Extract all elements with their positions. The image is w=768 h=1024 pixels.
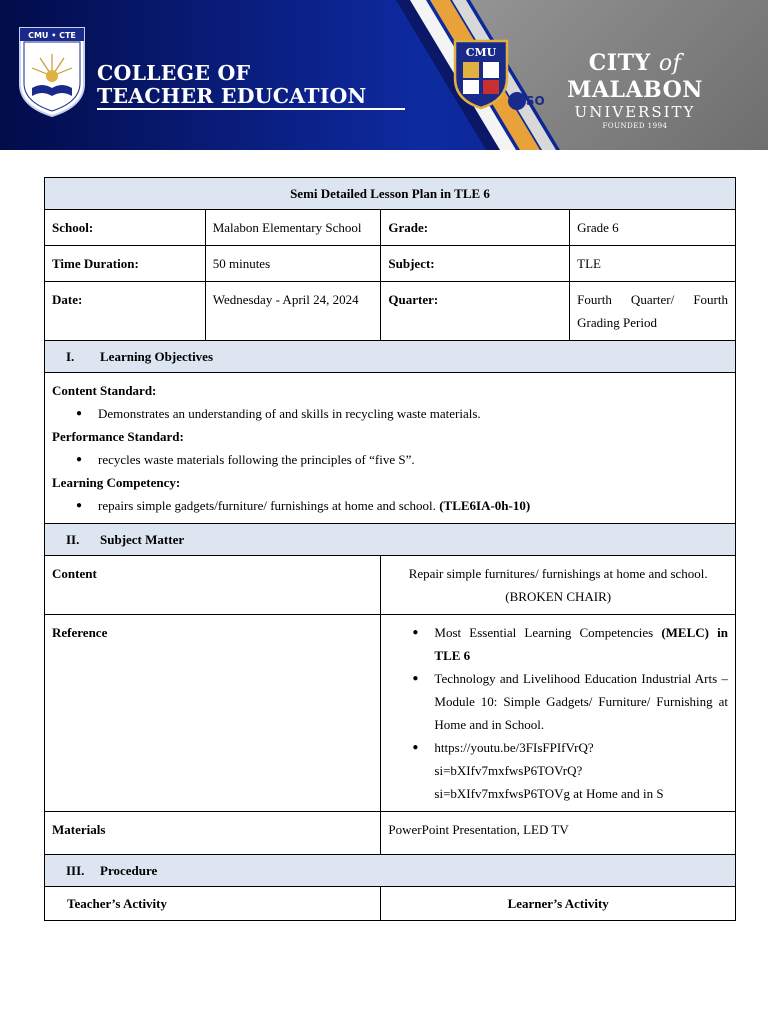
objectives-row — [45, 373, 736, 524]
info-label: Quarter: — [381, 282, 570, 341]
activity-header-row — [45, 887, 736, 921]
info-value: TLE — [570, 246, 736, 282]
lesson-plan-table — [44, 177, 736, 921]
reference-text: Most Essential Learning Competencies — [434, 625, 662, 640]
cmu-seal-logo — [452, 38, 510, 110]
reference-list — [381, 615, 736, 812]
reference-link[interactable] — [434, 740, 663, 801]
section-number: I. — [66, 349, 75, 364]
section-header-objectives — [45, 341, 736, 373]
link-line: si=bXIfv7mxfwsP6TOVg at Home and in S — [434, 786, 664, 801]
svg-text:CMU • CTE: CMU • CTE — [28, 31, 76, 40]
content-value-line: Repair simple furnitures/ furnishings at home and school. — [408, 566, 708, 581]
college-name — [97, 62, 367, 108]
cte-shield-logo — [18, 26, 86, 118]
info-value: Fourth Quarter/ Fourth Grading Period — [570, 282, 736, 341]
svg-text:ISO: ISO — [521, 94, 545, 108]
performance-standard-label: Performance Standard: — [52, 429, 184, 444]
univ-malabon: MALABON — [567, 77, 703, 103]
section-title: Subject Matter — [100, 532, 185, 547]
college-line-1: COLLEGE OF — [97, 61, 251, 85]
univ-of: of — [658, 51, 682, 76]
section-number: II. — [66, 532, 80, 547]
content-value-line: (BROKEN CHAIR) — [505, 589, 612, 604]
learner-activity-header: Learner’s Activity — [381, 887, 736, 921]
learning-competency-item — [98, 494, 728, 517]
content-standard-item: ● Demonstrates an understanding of and skills in recycling waste materials. — [98, 402, 728, 425]
info-value: Grade 6 — [570, 210, 736, 246]
info-label: Time Duration: — [45, 246, 206, 282]
content-value — [381, 556, 736, 615]
svg-text:CMU: CMU — [465, 46, 497, 59]
info-value: Wednesday - April 24, 2024 — [205, 282, 381, 341]
college-line-2: TEACHER EDUCATION — [97, 84, 367, 108]
reference-item: ● Technology and Livelihood Education Industrial Arts – Module 10: Simple Gadgets/ Furniture/ Furnishing at Home and in School. — [434, 667, 728, 736]
materials-row — [45, 812, 736, 855]
content-label: Content — [45, 556, 381, 615]
competency-code: (TLE6IA-0h-10) — [439, 498, 531, 513]
reference-link-item — [434, 736, 728, 805]
info-value: Malabon Elementary School — [205, 210, 381, 246]
reference-bold: (MELC) in TLE 6 — [434, 625, 728, 663]
header-banner — [0, 0, 768, 150]
section-title: Learning Objectives — [100, 349, 214, 364]
info-row — [45, 246, 736, 282]
competency-text: repairs simple gadgets/furniture/ furnishings at home and school. — [98, 498, 436, 513]
info-label: Subject: — [381, 246, 570, 282]
materials-label: Materials — [45, 812, 381, 855]
reference-row — [45, 615, 736, 812]
info-row — [45, 282, 736, 341]
content-row — [45, 556, 736, 615]
link-line: si=bXIfv7mxfwsP6TOVrQ? — [434, 763, 583, 778]
plan-title: Semi Detailed Lesson Plan in TLE 6 — [45, 178, 736, 210]
content-standard-label: Content Standard: — [52, 383, 157, 398]
reference-label: Reference — [45, 615, 381, 812]
info-label: Grade: — [381, 210, 570, 246]
link-line: https://youtu.be/3FIsFPIfVrQ? — [434, 740, 594, 755]
info-label: School: — [45, 210, 206, 246]
info-value: 50 minutes — [205, 246, 381, 282]
info-label: Date: — [45, 282, 206, 341]
lesson-plan-document — [44, 177, 736, 921]
info-row — [45, 210, 736, 246]
univ-university: UNIVERSITY — [574, 103, 696, 121]
univ-city: CITY — [588, 50, 651, 76]
reference-item — [434, 621, 728, 667]
title-row — [45, 178, 736, 210]
section-title: Procedure — [100, 863, 158, 878]
teacher-activity-header: Teacher’s Activity — [45, 887, 381, 921]
divider — [97, 108, 405, 110]
learning-competency-label: Learning Competency: — [52, 475, 181, 490]
univ-founded: FOUNDED 1994 — [602, 122, 668, 130]
section-header-procedure — [45, 855, 736, 887]
section-number: III. — [66, 863, 85, 878]
materials-value: PowerPoint Presentation, LED TV — [381, 812, 736, 855]
university-name — [524, 50, 746, 131]
performance-standard-item: ● recycles waste materials following the principles of “five S”. — [98, 448, 728, 471]
section-header-subject-matter — [45, 524, 736, 556]
